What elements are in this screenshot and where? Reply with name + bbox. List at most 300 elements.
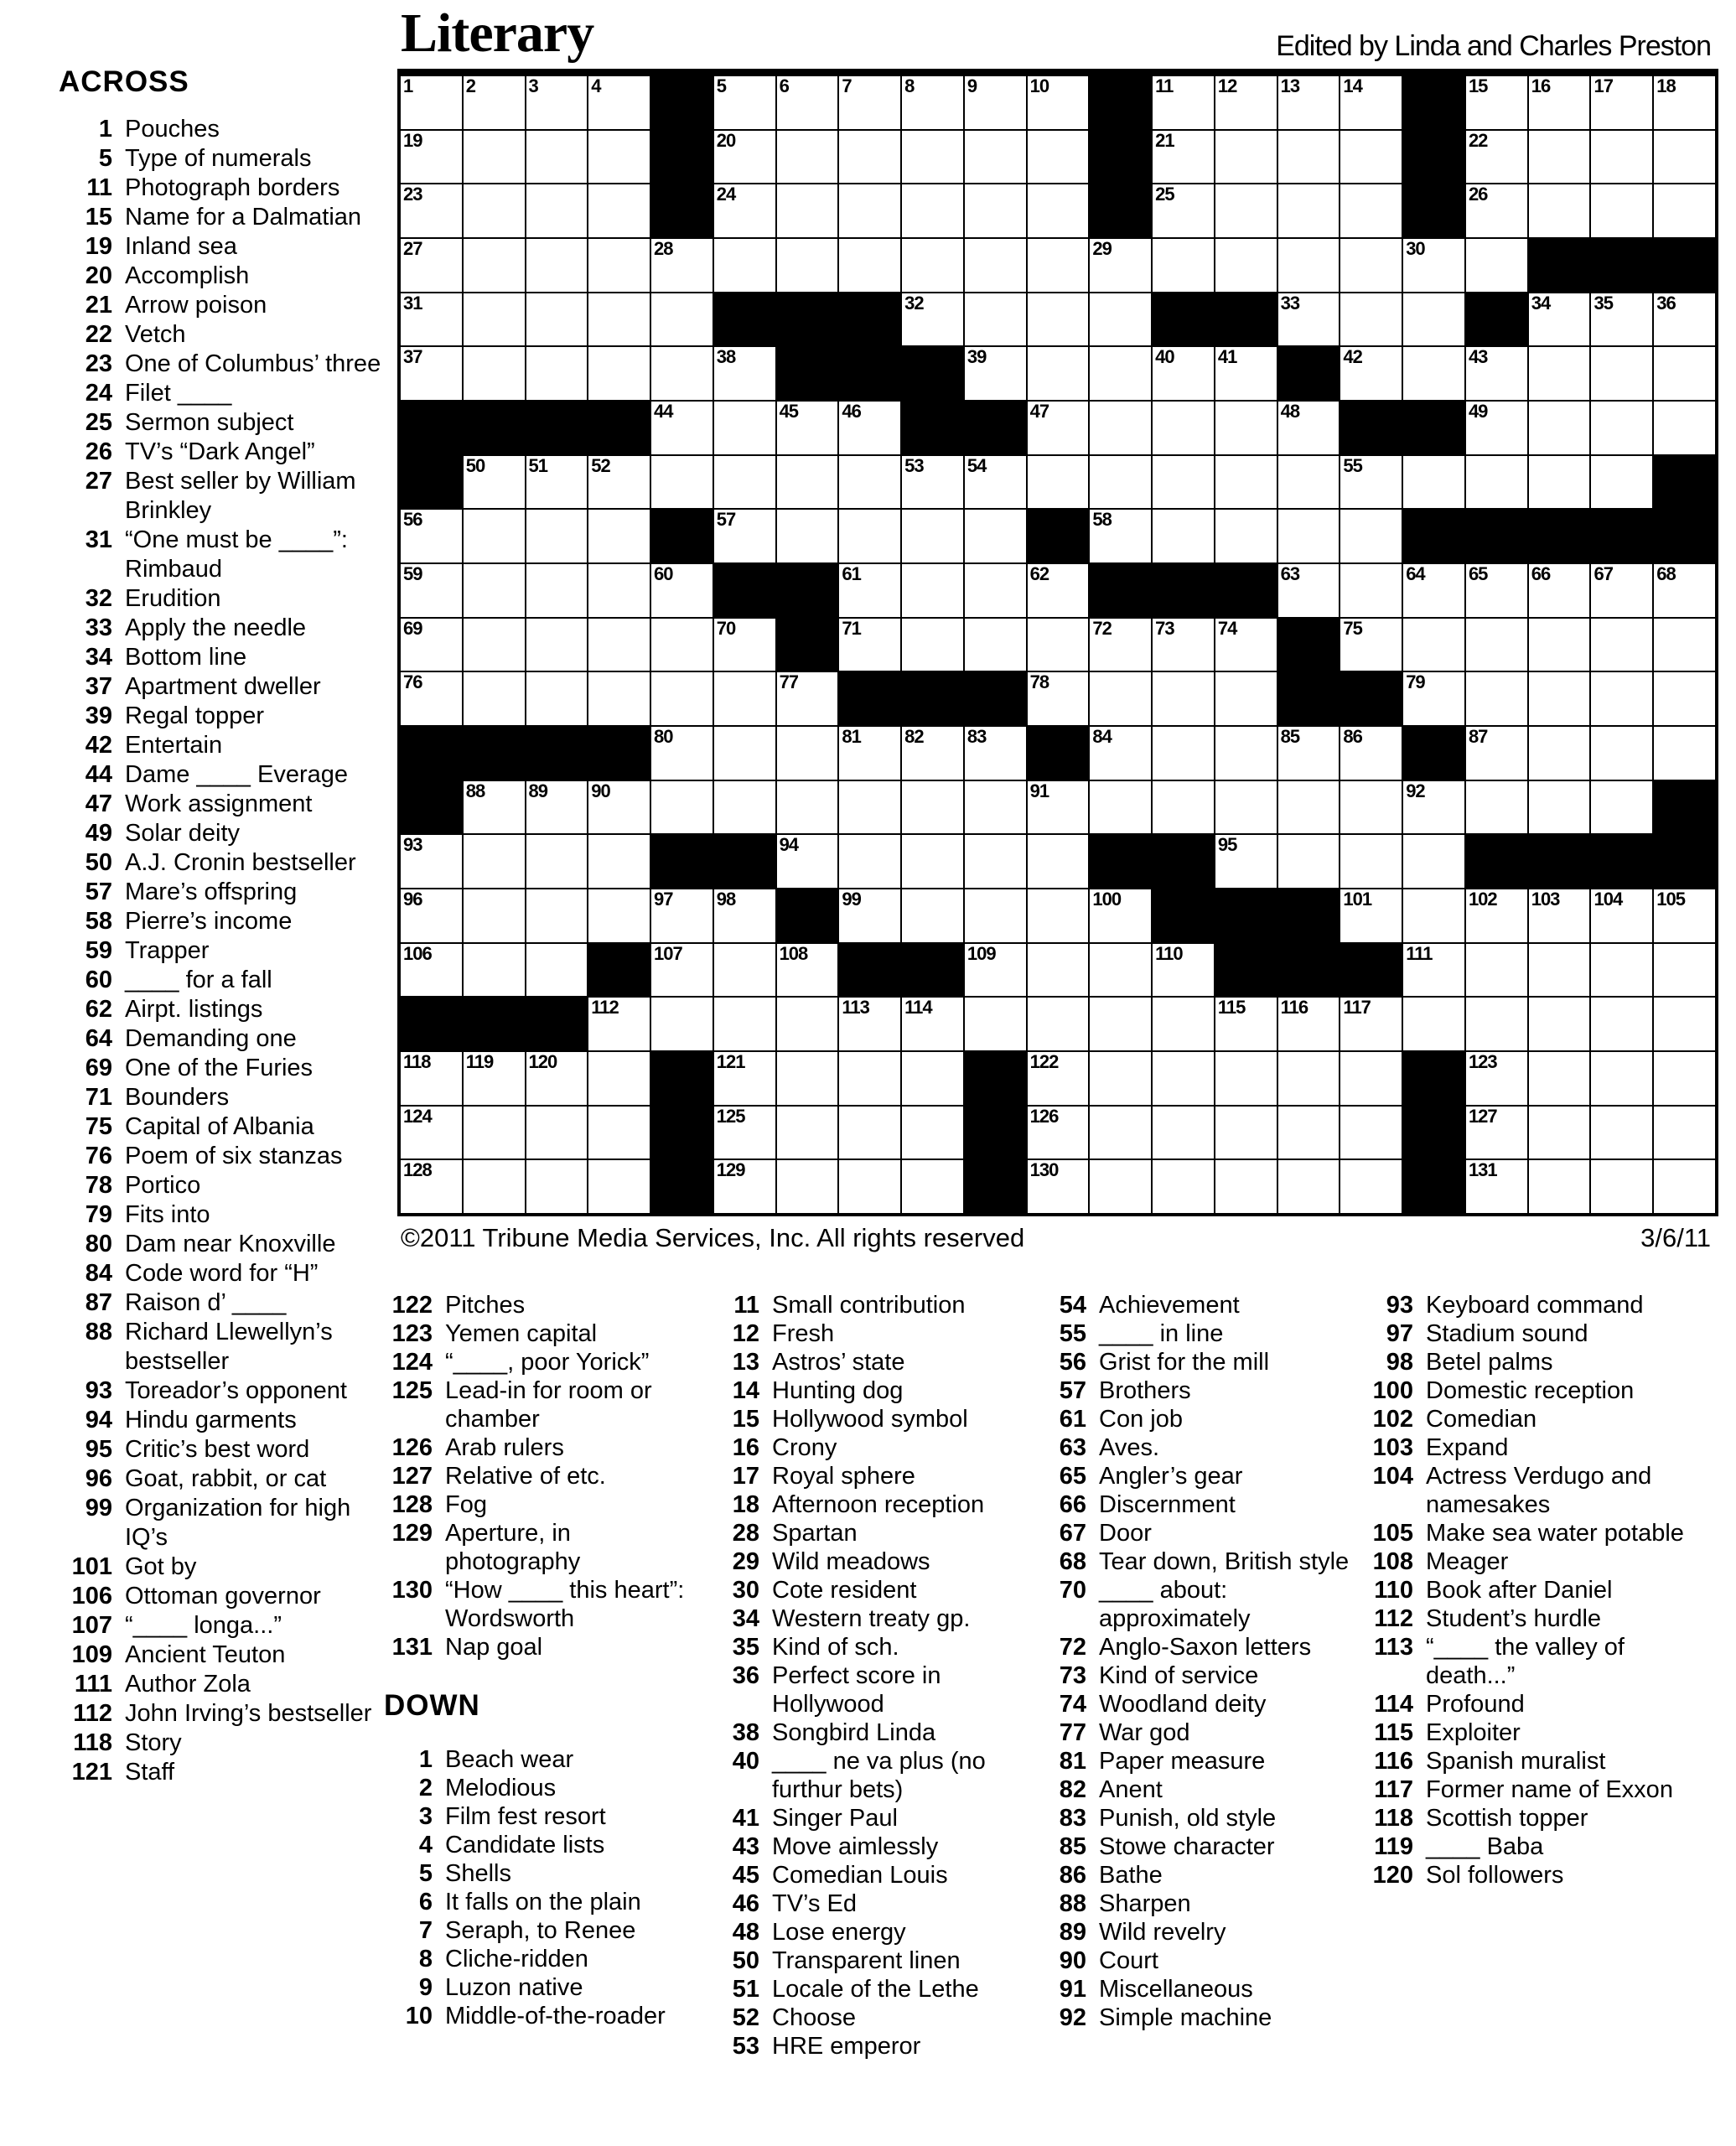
grid-cell[interactable] [1278,727,1340,780]
grid-cell[interactable] [714,944,775,997]
grid-cell[interactable] [1215,619,1277,671]
grid-cell[interactable] [588,1052,650,1105]
grid-cell[interactable] [1090,293,1151,346]
grid-cell[interactable] [714,727,775,780]
grid-cell[interactable] [464,456,525,509]
grid-cell[interactable] [1529,76,1590,129]
grid-cell[interactable] [588,564,650,617]
grid-cell[interactable] [401,347,462,400]
grid-cell[interactable] [1028,1052,1089,1105]
grid-cell[interactable] [777,76,838,129]
grid-cell[interactable] [1153,131,1214,184]
grid-cell[interactable] [1278,564,1340,617]
grid-cell[interactable] [902,510,963,562]
grid-cell[interactable] [1340,239,1402,292]
grid-cell[interactable] [1591,727,1652,780]
grid-cell[interactable] [464,1160,525,1213]
grid-cell[interactable] [1278,293,1340,346]
grid-cell[interactable] [902,184,963,237]
grid-cell[interactable] [965,347,1026,400]
grid-cell[interactable] [777,1160,838,1213]
grid-cell[interactable] [1278,456,1340,509]
grid-cell[interactable] [401,131,462,184]
grid-cell[interactable] [839,727,900,780]
grid-cell[interactable] [1215,1052,1277,1105]
grid-cell[interactable] [902,835,963,888]
grid-cell[interactable] [526,131,588,184]
grid-cell[interactable] [1153,944,1214,997]
grid-cell[interactable] [526,564,588,617]
grid-cell[interactable] [1529,293,1590,346]
grid-cell[interactable] [714,998,775,1050]
grid-cell[interactable] [839,835,900,888]
grid-cell[interactable] [1215,184,1277,237]
grid-cell[interactable] [714,76,775,129]
grid-cell[interactable] [1153,672,1214,725]
grid-cell[interactable] [1340,76,1402,129]
grid-cell[interactable] [1090,619,1151,671]
grid-cell[interactable] [1466,76,1527,129]
grid-cell[interactable] [1340,131,1402,184]
grid-cell[interactable] [839,564,900,617]
grid-cell[interactable] [1090,1052,1151,1105]
grid-cell[interactable] [1591,293,1652,346]
grid-cell[interactable] [651,619,713,671]
grid-cell[interactable] [1466,1052,1527,1105]
grid-cell[interactable] [1215,510,1277,562]
grid-cell[interactable] [839,781,900,834]
grid-cell[interactable] [1340,456,1402,509]
grid-cell[interactable] [651,672,713,725]
grid-cell[interactable] [1153,781,1214,834]
grid-cell[interactable] [902,1052,963,1105]
grid-cell[interactable] [1654,131,1715,184]
grid-cell[interactable] [464,944,525,997]
grid-cell[interactable] [1153,76,1214,129]
grid-cell[interactable] [1466,889,1527,942]
grid-cell[interactable] [1215,456,1277,509]
grid-cell[interactable] [401,1107,462,1159]
grid-cell[interactable] [588,510,650,562]
grid-cell[interactable] [777,239,838,292]
grid-cell[interactable] [1340,619,1402,671]
grid-cell[interactable] [526,76,588,129]
grid-cell[interactable] [464,835,525,888]
grid-cell[interactable] [1028,1160,1089,1213]
grid-cell[interactable] [965,889,1026,942]
grid-cell[interactable] [1340,184,1402,237]
grid-cell[interactable] [401,239,462,292]
grid-cell[interactable] [839,456,900,509]
grid-cell[interactable] [526,619,588,671]
grid-cell[interactable] [651,347,713,400]
grid-cell[interactable] [1028,293,1089,346]
grid-cell[interactable] [1028,239,1089,292]
grid-cell[interactable] [777,184,838,237]
grid-cell[interactable] [902,456,963,509]
grid-cell[interactable] [1591,402,1652,454]
grid-cell[interactable] [651,564,713,617]
grid-cell[interactable] [1215,131,1277,184]
grid-cell[interactable] [401,619,462,671]
grid-cell[interactable] [1529,1052,1590,1105]
grid-cell[interactable] [714,184,775,237]
grid-cell[interactable] [1028,672,1089,725]
grid-cell[interactable] [1529,672,1590,725]
grid-cell[interactable] [1591,672,1652,725]
grid-cell[interactable] [1153,402,1214,454]
grid-cell[interactable] [1215,727,1277,780]
grid-cell[interactable] [965,998,1026,1050]
grid-cell[interactable] [1340,727,1402,780]
grid-cell[interactable] [902,998,963,1050]
grid-cell[interactable] [1215,998,1277,1050]
grid-cell[interactable] [588,76,650,129]
grid-cell[interactable] [1340,1052,1402,1105]
grid-cell[interactable] [1215,402,1277,454]
grid-cell[interactable] [1466,944,1527,997]
grid-cell[interactable] [401,510,462,562]
grid-cell[interactable] [1153,510,1214,562]
grid-cell[interactable] [965,76,1026,129]
grid-cell[interactable] [1466,239,1527,292]
grid-cell[interactable] [1403,564,1464,617]
grid-cell[interactable] [1340,781,1402,834]
grid-cell[interactable] [714,456,775,509]
grid-cell[interactable] [1403,944,1464,997]
grid-cell[interactable] [1591,131,1652,184]
grid-cell[interactable] [1278,1052,1340,1105]
grid-cell[interactable] [1466,1107,1527,1159]
grid-cell[interactable] [588,998,650,1050]
grid-cell[interactable] [1591,781,1652,834]
grid-cell[interactable] [1028,944,1089,997]
grid-cell[interactable] [464,564,525,617]
grid-cell[interactable] [1090,347,1151,400]
grid-cell[interactable] [777,998,838,1050]
grid-cell[interactable] [1028,1107,1089,1159]
grid-cell[interactable] [839,889,900,942]
grid-cell[interactable] [1340,835,1402,888]
grid-cell[interactable] [1090,510,1151,562]
grid-cell[interactable] [777,672,838,725]
grid-cell[interactable] [401,293,462,346]
grid-cell[interactable] [1466,672,1527,725]
grid-cell[interactable] [1090,889,1151,942]
grid-cell[interactable] [588,239,650,292]
grid-cell[interactable] [526,944,588,997]
grid-cell[interactable] [464,781,525,834]
grid-cell[interactable] [1529,131,1590,184]
grid-cell[interactable] [777,781,838,834]
grid-cell[interactable] [1090,402,1151,454]
grid-cell[interactable] [1340,347,1402,400]
grid-cell[interactable] [1153,1052,1214,1105]
grid-cell[interactable] [1028,998,1089,1050]
grid-cell[interactable] [1654,998,1715,1050]
grid-cell[interactable] [1466,131,1527,184]
grid-cell[interactable] [965,510,1026,562]
grid-cell[interactable] [401,184,462,237]
grid-cell[interactable] [1278,835,1340,888]
grid-cell[interactable] [839,619,900,671]
grid-cell[interactable] [777,944,838,997]
grid-cell[interactable] [1654,564,1715,617]
grid-cell[interactable] [464,889,525,942]
grid-cell[interactable] [651,727,713,780]
grid-cell[interactable] [714,889,775,942]
grid-cell[interactable] [588,781,650,834]
grid-cell[interactable] [777,727,838,780]
grid-cell[interactable] [588,619,650,671]
grid-cell[interactable] [1278,76,1340,129]
grid-cell[interactable] [1466,727,1527,780]
grid-cell[interactable] [1215,835,1277,888]
grid-cell[interactable] [401,672,462,725]
grid-cell[interactable] [1529,619,1590,671]
grid-cell[interactable] [1090,944,1151,997]
grid-cell[interactable] [965,239,1026,292]
grid-cell[interactable] [1028,835,1089,888]
grid-cell[interactable] [1340,1107,1402,1159]
grid-cell[interactable] [965,727,1026,780]
grid-cell[interactable] [1403,781,1464,834]
grid-cell[interactable] [526,781,588,834]
grid-cell[interactable] [401,835,462,888]
grid-cell[interactable] [777,1052,838,1105]
grid-cell[interactable] [1529,184,1590,237]
grid-cell[interactable] [1529,727,1590,780]
grid-cell[interactable] [839,1052,900,1105]
grid-cell[interactable] [1654,889,1715,942]
grid-cell[interactable] [526,889,588,942]
grid-cell[interactable] [1278,510,1340,562]
grid-cell[interactable] [714,347,775,400]
grid-cell[interactable] [714,131,775,184]
grid-cell[interactable] [1591,619,1652,671]
grid-cell[interactable] [651,239,713,292]
grid-cell[interactable] [902,564,963,617]
grid-cell[interactable] [1278,1107,1340,1159]
grid-cell[interactable] [1466,184,1527,237]
grid-cell[interactable] [902,727,963,780]
grid-cell[interactable] [464,510,525,562]
grid-cell[interactable] [588,131,650,184]
grid-cell[interactable] [839,184,900,237]
grid-cell[interactable] [1090,1160,1151,1213]
grid-cell[interactable] [1529,944,1590,997]
grid-cell[interactable] [1340,293,1402,346]
grid-cell[interactable] [1278,239,1340,292]
grid-cell[interactable] [1403,456,1464,509]
grid-cell[interactable] [965,564,1026,617]
grid-cell[interactable] [714,619,775,671]
grid-cell[interactable] [1153,1107,1214,1159]
grid-cell[interactable] [714,510,775,562]
grid-cell[interactable] [1028,456,1089,509]
grid-cell[interactable] [1153,619,1214,671]
grid-cell[interactable] [714,672,775,725]
grid-cell[interactable] [464,239,525,292]
grid-cell[interactable] [651,293,713,346]
grid-cell[interactable] [1591,184,1652,237]
grid-cell[interactable] [464,131,525,184]
grid-cell[interactable] [588,1107,650,1159]
grid-cell[interactable] [1591,944,1652,997]
grid-cell[interactable] [714,402,775,454]
grid-cell[interactable] [902,619,963,671]
grid-cell[interactable] [1403,347,1464,400]
grid-cell[interactable] [464,1052,525,1105]
grid-cell[interactable] [651,944,713,997]
grid-cell[interactable] [1403,619,1464,671]
grid-cell[interactable] [1090,1107,1151,1159]
grid-cell[interactable] [839,1160,900,1213]
grid-cell[interactable] [714,239,775,292]
grid-cell[interactable] [1090,239,1151,292]
grid-cell[interactable] [401,889,462,942]
grid-cell[interactable] [1529,402,1590,454]
grid-cell[interactable] [714,1107,775,1159]
grid-cell[interactable] [1090,781,1151,834]
grid-cell[interactable] [965,456,1026,509]
grid-cell[interactable] [401,1052,462,1105]
grid-cell[interactable] [1153,727,1214,780]
grid-cell[interactable] [588,835,650,888]
grid-cell[interactable] [902,1107,963,1159]
grid-cell[interactable] [714,1052,775,1105]
grid-cell[interactable] [588,293,650,346]
grid-cell[interactable] [1153,1160,1214,1213]
grid-cell[interactable] [588,347,650,400]
grid-cell[interactable] [1466,619,1527,671]
grid-cell[interactable] [651,402,713,454]
grid-cell[interactable] [1654,1052,1715,1105]
grid-cell[interactable] [1340,998,1402,1050]
grid-cell[interactable] [1654,347,1715,400]
grid-cell[interactable] [464,347,525,400]
grid-cell[interactable] [1028,76,1089,129]
grid-cell[interactable] [777,402,838,454]
grid-cell[interactable] [588,1160,650,1213]
grid-cell[interactable] [1466,1160,1527,1213]
grid-cell[interactable] [401,564,462,617]
grid-cell[interactable] [902,781,963,834]
grid-cell[interactable] [1403,835,1464,888]
grid-cell[interactable] [902,293,963,346]
grid-cell[interactable] [526,456,588,509]
grid-cell[interactable] [1591,347,1652,400]
grid-cell[interactable] [1529,781,1590,834]
grid-cell[interactable] [401,76,462,129]
grid-cell[interactable] [1591,76,1652,129]
grid-cell[interactable] [1340,1160,1402,1213]
grid-cell[interactable] [651,889,713,942]
grid-cell[interactable] [588,456,650,509]
grid-cell[interactable] [526,510,588,562]
grid-cell[interactable] [1654,293,1715,346]
grid-cell[interactable] [1591,456,1652,509]
grid-cell[interactable] [526,1052,588,1105]
grid-cell[interactable] [464,672,525,725]
grid-cell[interactable] [839,131,900,184]
grid-cell[interactable] [965,184,1026,237]
grid-cell[interactable] [1215,672,1277,725]
grid-cell[interactable] [902,1160,963,1213]
grid-cell[interactable] [965,944,1026,997]
grid-cell[interactable] [1340,510,1402,562]
grid-cell[interactable] [1028,889,1089,942]
grid-cell[interactable] [1403,889,1464,942]
grid-cell[interactable] [1591,1107,1652,1159]
grid-cell[interactable] [588,184,650,237]
grid-cell[interactable] [651,781,713,834]
grid-cell[interactable] [1529,1107,1590,1159]
grid-cell[interactable] [1654,402,1715,454]
grid-cell[interactable] [464,184,525,237]
grid-cell[interactable] [1215,76,1277,129]
grid-cell[interactable] [1215,781,1277,834]
grid-cell[interactable] [965,293,1026,346]
grid-cell[interactable] [1278,184,1340,237]
grid-cell[interactable] [401,1160,462,1213]
grid-cell[interactable] [1090,456,1151,509]
grid-cell[interactable] [526,347,588,400]
grid-cell[interactable] [1028,402,1089,454]
grid-cell[interactable] [464,619,525,671]
grid-cell[interactable] [1654,1107,1715,1159]
grid-cell[interactable] [1278,131,1340,184]
grid-cell[interactable] [526,1160,588,1213]
grid-cell[interactable] [1215,239,1277,292]
grid-cell[interactable] [401,944,462,997]
grid-cell[interactable] [1090,672,1151,725]
grid-cell[interactable] [714,781,775,834]
grid-cell[interactable] [1340,564,1402,617]
grid-cell[interactable] [1591,564,1652,617]
grid-cell[interactable] [714,1160,775,1213]
grid-cell[interactable] [464,293,525,346]
grid-cell[interactable] [464,1107,525,1159]
grid-cell[interactable] [1654,672,1715,725]
grid-cell[interactable] [1153,347,1214,400]
grid-cell[interactable] [839,402,900,454]
grid-cell[interactable] [1466,347,1527,400]
grid-cell[interactable] [1090,998,1151,1050]
grid-cell[interactable] [839,998,900,1050]
grid-cell[interactable] [1654,184,1715,237]
grid-cell[interactable] [1340,889,1402,942]
grid-cell[interactable] [965,619,1026,671]
grid-cell[interactable] [1466,998,1527,1050]
grid-cell[interactable] [839,76,900,129]
grid-cell[interactable] [1654,727,1715,780]
grid-cell[interactable] [1278,998,1340,1050]
grid-cell[interactable] [1591,1160,1652,1213]
grid-cell[interactable] [1215,1107,1277,1159]
grid-cell[interactable] [965,781,1026,834]
grid-cell[interactable] [839,1107,900,1159]
grid-cell[interactable] [1028,347,1089,400]
grid-cell[interactable] [902,131,963,184]
grid-cell[interactable] [1215,347,1277,400]
grid-cell[interactable] [839,510,900,562]
grid-cell[interactable] [777,510,838,562]
grid-cell[interactable] [777,1107,838,1159]
grid-cell[interactable] [1028,781,1089,834]
grid-cell[interactable] [588,672,650,725]
grid-cell[interactable] [1278,781,1340,834]
